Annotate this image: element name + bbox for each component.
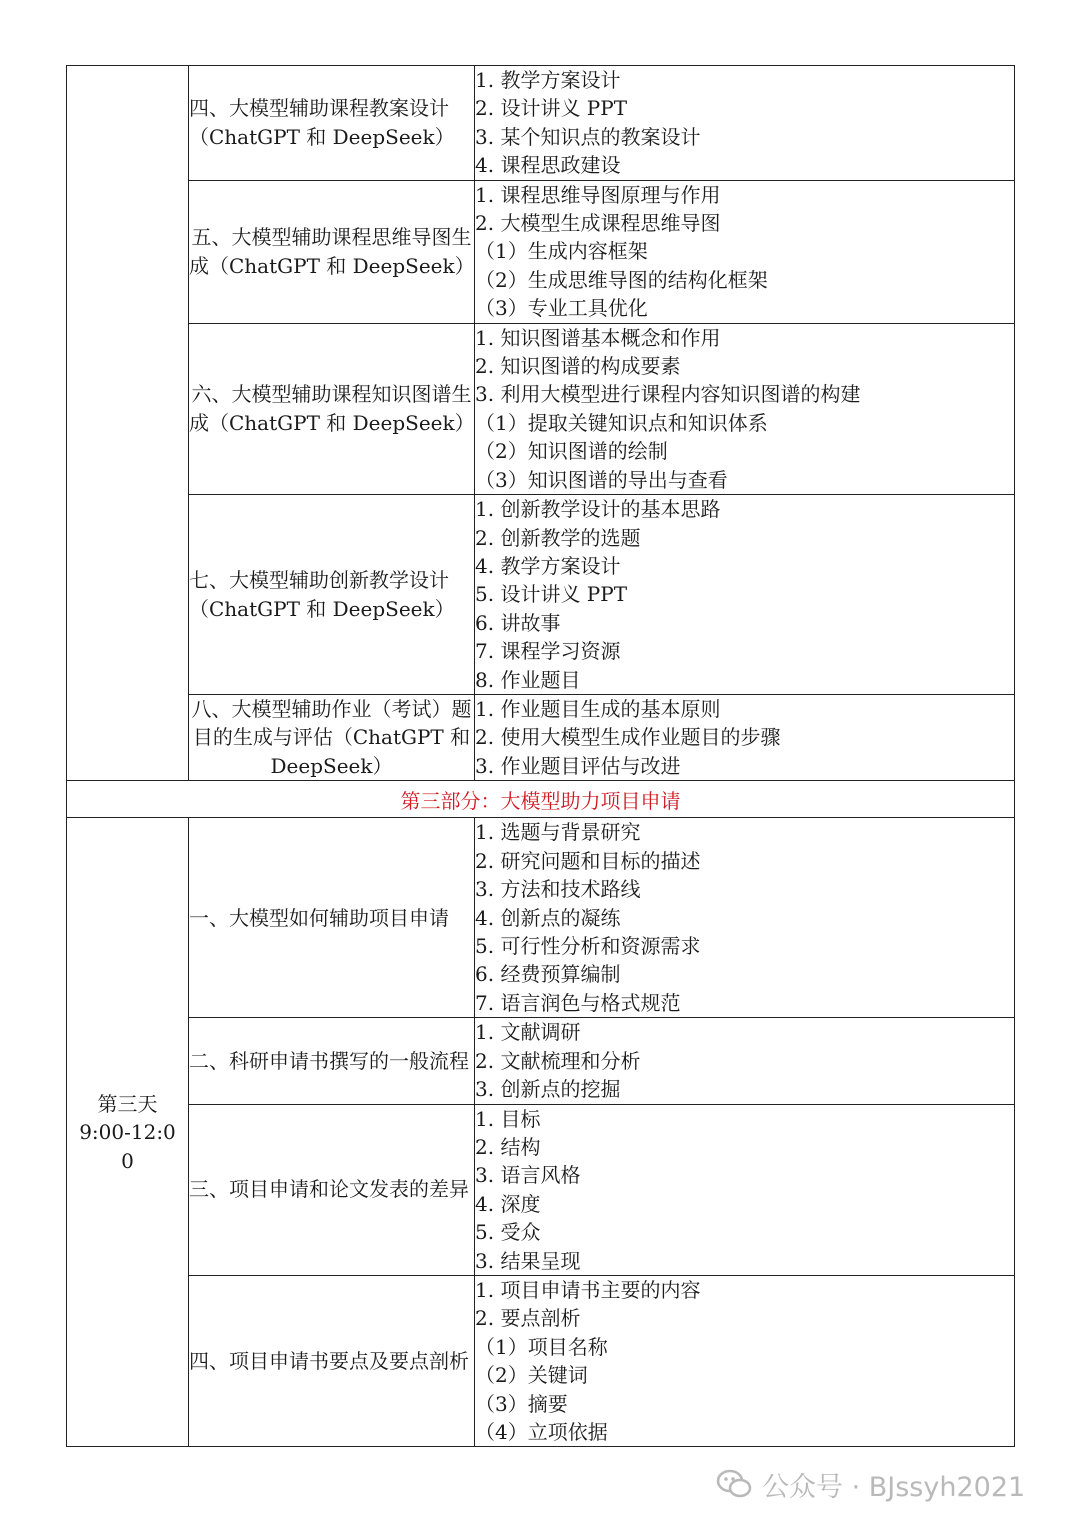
- list-item: 2. 结构: [475, 1134, 541, 1159]
- list-item: 4. 课程思政建设: [475, 153, 621, 178]
- module-title: 三、项目申请和论文发表的差异: [189, 1104, 475, 1275]
- module-items: [475, 66, 1015, 181]
- list-item: 3. 利用大模型进行课程内容知识图谱的构建: [475, 382, 861, 407]
- list-item: （3）专业工具优化: [475, 296, 648, 321]
- list-item: 1. 课程思维导图原理与作用: [475, 182, 721, 207]
- table-row: [67, 1104, 1015, 1275]
- module-title: 六、大模型辅助课程知识图谱生成（ChatGPT 和 DeepSeek）: [189, 323, 475, 494]
- list-item: 5. 受众: [475, 1220, 541, 1245]
- table-row: [67, 818, 1015, 1018]
- list-item: 2. 文献梳理和分析: [475, 1048, 641, 1073]
- list-item: 3. 结果呈现: [475, 1248, 581, 1273]
- table-row: [67, 180, 1015, 323]
- day-cell: [67, 818, 189, 1447]
- list-item: 2. 研究问题和目标的描述: [475, 848, 701, 873]
- list-item: 1. 文献调研: [475, 1020, 581, 1045]
- list-item: 2. 知识图谱的构成要素: [475, 354, 681, 379]
- list-item: 3. 语言风格: [475, 1163, 581, 1188]
- table-row: [67, 495, 1015, 695]
- list-item: 8. 作业题目: [475, 667, 581, 692]
- watermark: [716, 1464, 1025, 1504]
- list-item: 2. 大模型生成课程思维导图: [475, 211, 721, 236]
- list-item: 1. 知识图谱基本概念和作用: [475, 325, 721, 350]
- list-item: （2）知识图谱的绘制: [475, 439, 668, 464]
- list-item: （3）知识图谱的导出与查看: [475, 467, 728, 492]
- module-title: 五、大模型辅助课程思维导图生成（ChatGPT 和 DeepSeek）: [189, 180, 475, 323]
- module-items: [475, 323, 1015, 494]
- schedule-table: [66, 65, 1015, 1447]
- module-title: 二、科研申请书撰写的一般流程: [189, 1018, 475, 1104]
- module-items: [475, 1104, 1015, 1275]
- list-item: 3. 作业题目评估与改进: [475, 753, 681, 778]
- module-items: [475, 1275, 1015, 1446]
- day-line: 9:00-12:0: [79, 1120, 176, 1145]
- list-item: 7. 课程学习资源: [475, 639, 621, 664]
- module-title: 四、项目申请书要点及要点剖析: [189, 1275, 475, 1446]
- module-items: [475, 180, 1015, 323]
- table-row: [67, 1018, 1015, 1104]
- list-item: 2. 创新教学的选题: [475, 525, 641, 550]
- list-item: 5. 设计讲义 PPT: [475, 582, 628, 607]
- table-row: [67, 1275, 1015, 1446]
- module-items: [475, 495, 1015, 695]
- list-item: （1）提取关键知识点和知识体系: [475, 410, 768, 435]
- day-line: 0: [121, 1148, 134, 1173]
- module-items: [475, 818, 1015, 1018]
- list-item: 4. 教学方案设计: [475, 553, 621, 578]
- module-title: 四、大模型辅助课程教案设计（ChatGPT 和 DeepSeek）: [189, 66, 475, 181]
- wechat-icon: [716, 1468, 752, 1500]
- list-item: 3. 方法和技术路线: [475, 877, 641, 902]
- list-item: 3. 创新点的挖掘: [475, 1077, 621, 1102]
- list-item: 2. 要点剖析: [475, 1306, 581, 1331]
- section-header-row: [67, 781, 1015, 818]
- list-item: （3）摘要: [475, 1391, 568, 1416]
- list-item: 3. 某个知识点的教案设计: [475, 124, 701, 149]
- module-title: 一、大模型如何辅助项目申请: [189, 818, 475, 1018]
- list-item: 6. 讲故事: [475, 610, 561, 635]
- module-title: 八、大模型辅助作业（考试）题目的生成与评估（ChatGPT 和 DeepSeek）: [189, 694, 475, 781]
- list-item: （4）立项依据: [475, 1419, 608, 1444]
- list-item: 4. 深度: [475, 1191, 541, 1216]
- list-item: 7. 语言润色与格式规范: [475, 990, 681, 1015]
- list-item: （1）项目名称: [475, 1334, 608, 1359]
- module-items: [475, 694, 1015, 781]
- list-item: 5. 可行性分析和资源需求: [475, 934, 701, 959]
- list-item: 4. 创新点的凝练: [475, 905, 621, 930]
- list-item: 1. 项目申请书主要的内容: [475, 1277, 701, 1302]
- list-item: 1. 作业题目生成的基本原则: [475, 697, 721, 722]
- module-title: 七、大模型辅助创新教学设计（ChatGPT 和 DeepSeek）: [189, 495, 475, 695]
- list-item: 2. 使用大模型生成作业题目的步骤: [475, 725, 781, 750]
- list-item: 1. 目标: [475, 1106, 541, 1131]
- section-title: 第三部分：大模型助力项目申请: [67, 781, 1015, 818]
- list-item: 1. 教学方案设计: [475, 68, 621, 92]
- list-item: 1. 选题与背景研究: [475, 820, 641, 845]
- list-item: 2. 设计讲义 PPT: [475, 96, 628, 121]
- list-item: （2）生成思维导图的结构化框架: [475, 267, 768, 292]
- table-row: [67, 323, 1015, 494]
- table-row: [67, 694, 1015, 781]
- table-row: [67, 66, 1015, 181]
- list-item: （2）关键词: [475, 1363, 588, 1388]
- module-items: [475, 1018, 1015, 1104]
- list-item: （1）生成内容框架: [475, 239, 648, 264]
- day-line: 第三天: [97, 1091, 158, 1116]
- list-item: 6. 经费预算编制: [475, 962, 621, 987]
- list-item: 1. 创新教学设计的基本思路: [475, 497, 721, 522]
- watermark-text: 公众号 · BJssyh2021: [762, 1471, 1026, 1503]
- day-cell: [67, 66, 189, 781]
